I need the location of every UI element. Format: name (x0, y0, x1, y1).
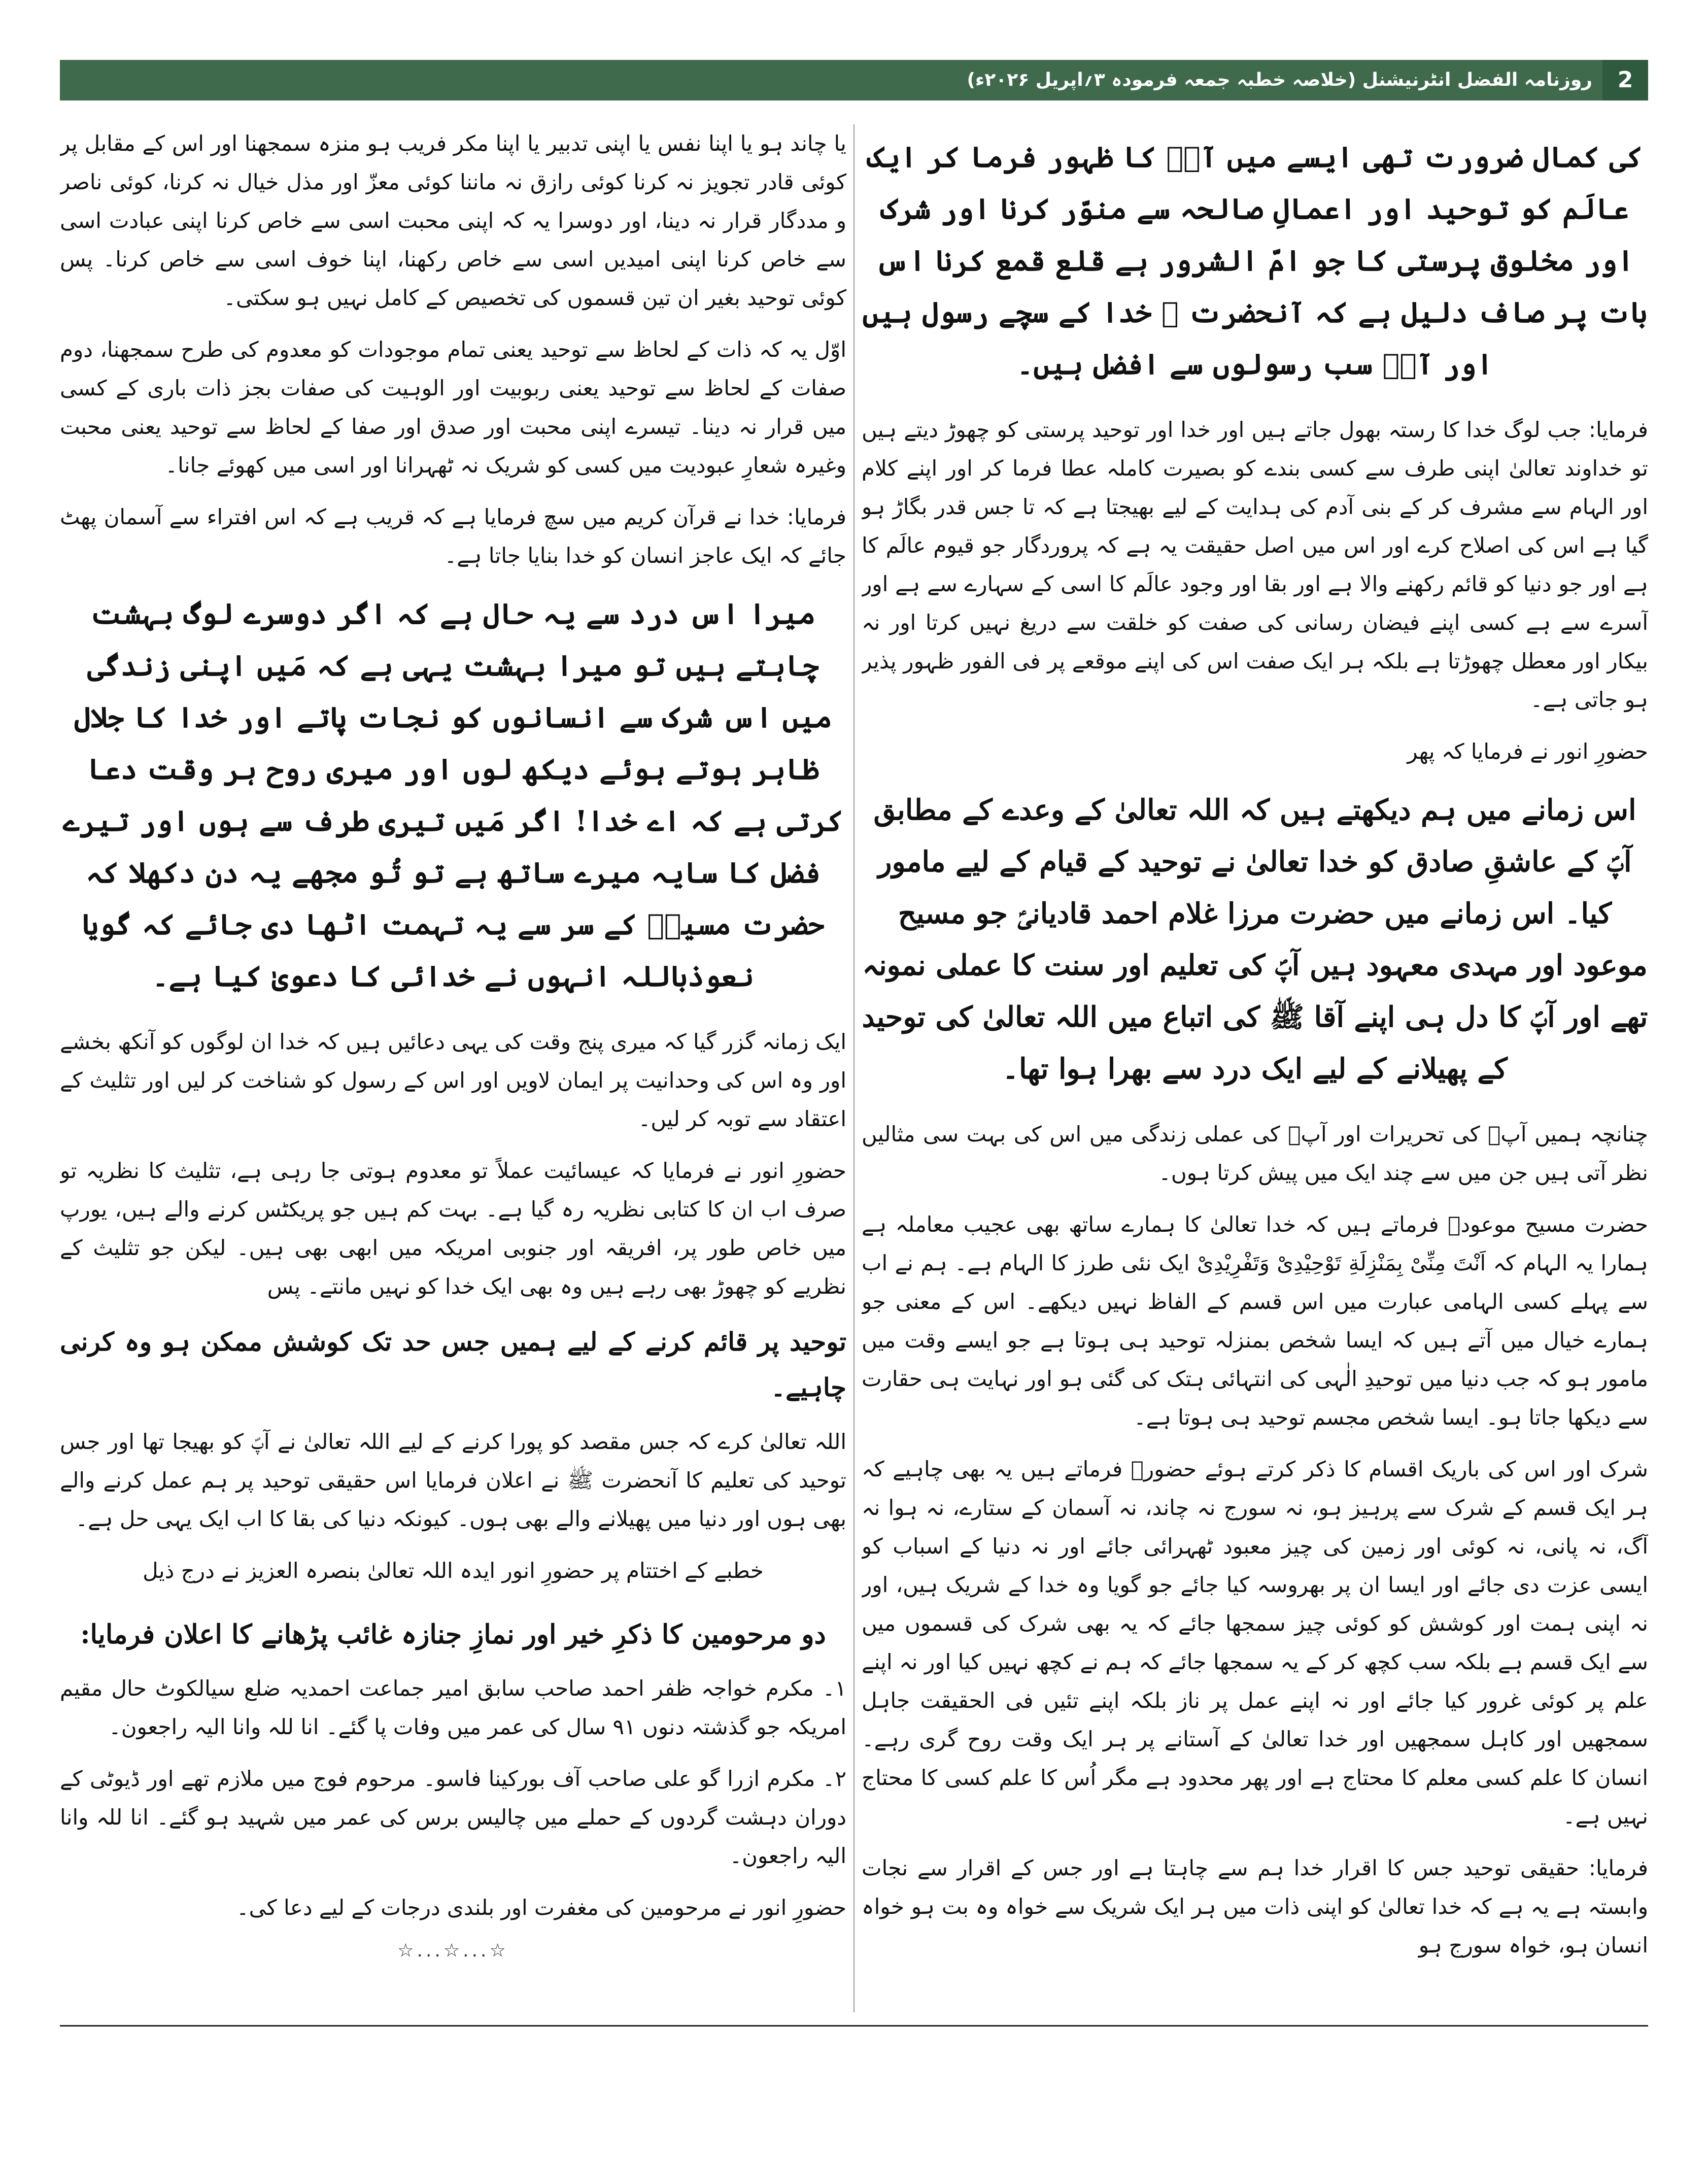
list-item: ۲۔ مکرم ازرا گو علی صاحب آف بورکینا فاسو۔ مرحوم فوج میں ملازم تھے اور ڈیوٹی کے دوران دہشت گردوں کے حملے میں چالیس برس کی عمر میں شہید ہو گئے۔ انا للہ وانا الیہ راجعون۔ (60, 1766, 846, 1868)
end-mark: ☆...☆...☆ (397, 1940, 509, 1961)
column-divider (853, 124, 855, 2012)
paragraph: ایک زمانہ گزر گیا کہ میری پنج وقت کی یہی دعائیں ہیں کہ خدا ان لوگوں کو آنکھ بخشے اور وہ اس کی وحدانیت پر ایمان لاویں اور اس کے رسول کو شناخت کر لیں اور تثلیث کے اعتقاد سے توبہ کر لیں۔ (60, 1029, 846, 1131)
paragraph: شرک اور اس کی باریک اقسام کا ذکر کرتے ہوئے حضورؑ فرماتے ہیں یہ بھی چاہیے کہ ہر ایک قسم کے شرک سے پرہیز ہو، نہ سورج نہ چاند، نہ آسمان کے ستارے، نہ ہوا نہ آگ، نہ پانی، نہ کوئی اور زمین کی چیز معبود ٹھہرائی جائے اور نہ دنیا کے اسباب کو ایسی عزت دی جائے اور ایسا ان پر بھروسہ کیا جائے جو گویا وہ خدا کے شریک ہیں، اور نہ اپنی ہمت اور کوشش کو کوئی چیز سمجھا جائے کہ یہ بھی شرک کی قسموں میں سے ایک قسم ہے بلکہ سب کچھ کر کے یہ سمجھا جائے کہ ہم نے کچھ نہیں کیا اور نہ اپنے علم پر کوئی غرور کیا جائے اور نہ اپنے عمل پر ناز بلکہ اپنے تئیں فی الحقیقت جاہل سمجھیں اور کاہل سمجھیں اور خدا تعالیٰ کے آستانے پر ہر ایک وقت روح گری رہے۔ انسان کا علم کسی معلم کا محتاج ہے اور پھر محدود ہے مگر اُس کا علم کسی کا محتاج نہیں ہے۔ (862, 1457, 1648, 1829)
paragraph: یا چاند ہو یا اپنا نفس یا اپنی تدبیر یا اپنا مکر فریب ہو منزہ سمجھنا اور اس کے مقابل پر کوئی قادر تجویز نہ کرنا کوئی رازق نہ ماننا کوئی معزّ اور مذل خیال نہ کرنا، کوئی ناصر و مددگار قرار نہ دینا، اور دوسرا یہ کہ اپنی محبت اسی سے خاص کرنا اپنی عبادت اسی سے خاص کرنا اپنی امیدیں اسی سے خاص رکھنا، اپنا خوف اسی سے خاص کرنا۔ پس کوئی توحید بغیر ان تین قسموں کی تخصیص کے کامل نہیں ہو سکتی۔ (60, 131, 846, 310)
paragraph: فرمایا: حقیقی توحید جس کا اقرار خدا ہم سے چاہتا ہے اور جس کے اقرار سے نجات وابستہ ہے یہ ہے کہ خدا تعالیٰ کو اپنی ذات میں ہر ایک شریک سے خواہ وہ بت ہو خواہ انسان ہو، خواہ سورج ہو (862, 1856, 1648, 1958)
page-number: 2 (1602, 60, 1648, 100)
paragraph: فرمایا: خدا نے قرآن کریم میں سچ فرمایا ہے کہ قریب ہے کہ اس افتراء سے آسمان پھٹ جائے کہ ایک عاجز انسان کو خدا بنایا جاتا ہے۔ (60, 504, 846, 568)
list-item: ۱۔ مکرم خواجہ ظفر احمد صاحب سابق امیر جماعت احمدیہ ضلع سیالکوٹ حال مقیم امریکہ جو گذشتہ دنوں ۹۱ سال کی عمر میں وفات پا گئے۔ انا للہ وانا الیہ راجعون۔ (60, 1676, 846, 1739)
footer-rule (60, 2025, 1648, 2027)
paragraph: چنانچہ ہمیں آپؐ کی تحریرات اور آپؐ کی عملی زندگی میں اس کی بہت سی مثالیں نظر آتی ہیں جن میں سے چند ایک میں پیش کرتا ہوں۔ (862, 1122, 1648, 1185)
bold-line: توحید پر قائم کرنے کے لیے ہمیں جس حد تک کوشش ممکن ہو وہ کرنی چاہیے۔ (60, 1327, 846, 1402)
bold-intro-paragraph: کی کمال ضرورت تھی ایسے میں آپؐ کا ظہور فرما کر ایک عالَم کو توحید اور اعمالِ صالحہ سے منوّر کرنا اور شرک اور مخلوق پرستی کا جو امّ الشرور ہے قلع قمع کرنا اس بات پر صاف دلیل ہے کہ آنحضرت ﷺ خدا کے سچے رسول ہیں اور آپؐ سب رسولوں سے افضل ہیں۔ (862, 141, 1648, 381)
page-header (60, 60, 1648, 100)
paragraph: حضورِ انور نے فرمایا کہ پھر (1407, 739, 1648, 764)
header-title: روزنامہ الفضل انٹرنیشنل (خلاصہ خطبہ جمعہ فرمودہ ۳؍اپریل ۲۰۲۶ء) (967, 70, 1592, 90)
paragraph: حضورِ انور نے فرمایا کہ عیسائیت عملاً تو معدوم ہوتی جا رہی ہے، تثلیث کا نظریہ تو صرف اب ان کا کتابی نظریہ رہ گیا ہے۔ بہت کم ہیں جو پریکٹس کرنے والے ہیں، یورپ میں خاص طور پر، افریقہ اور جنوبی امریکہ میں ابھی بھی ہیں۔ لیکن جو تثلیث کے نظریے کو چھوڑ بھی رہے ہیں وہ بھی ایک خدا کو نہیں مانتے۔ پس (60, 1158, 846, 1299)
paragraph: خطبے کے اختتام پر حضورِ انور ایدہ اللہ تعالیٰ بنصرہ العزیز نے درج ذیل (143, 1558, 764, 1583)
paragraph: فرمایا: جب لوگ خدا کا رستہ بھول جاتے ہیں اور خدا اور توحید پرستی کو چھوڑ دیتے ہیں تو خداوند تعالیٰ اپنی طرف سے کسی بندے کو بصیرت کاملہ عطا فرما کر اور اپنے کلام اور الہام سے مشرف کر کے بنی آدم کی ہدایت کے لیے بھیجتا ہے کہ تا جس قدر بگاڑ ہو گیا ہے اس کی اصلاح کرے اور اس میں اصل حقیقت یہ ہے کہ پروردگار جو قیوم عالَم کا ہے اور جو دنیا کو قائم رکھنے والا ہے اور بقا اور وجود عالَم کا اسی کے سہارے سے ہے اور آسرے سے ہے کسی اپنے فیضان رسانی کی صفت کو خلقت سے دریغ نہیں کرتا اور نہ بیکار اور معطل چھوڑتا ہے بلکہ ہر ایک صفت اس کی اپنے موقعے پر فی الفور ظہور پذیر ہو جاتی ہے۔ (862, 417, 1648, 712)
section-heading: دو مرحومین کا ذکرِ خیر اور نمازِ جنازہ غائب پڑھانے کا اعلان فرمایا: (80, 1619, 826, 1650)
bold-middle-paragraph: اس زمانے میں ہم دیکھتے ہیں کہ اللہ تعالیٰ کے وعدے کے مطابق آپؐ کے عاشقِ صادق کو خدا تعالیٰ نے توحید کے قیام کے لیے مامور کیا۔ اس زمانے میں حضرت مرزا غلام احمد قادیانیؑ جو مسیح موعود اور مہدی معہود ہیں آپؐ کی تعلیم اور سنت کا عملی نمونہ تھے اور آپؐ کا دل ہی اپنے آقا ﷺ کی اتباع میں اللہ تعالیٰ کی توحید کے پھیلانے کے لیے ایک درد سے بھرا ہوا تھا۔ (862, 793, 1648, 1086)
paragraph: حضرت مسیح موعودؑ فرماتے ہیں کہ خدا تعالیٰ کا ہمارے ساتھ بھی عجیب معاملہ ہے ہمارا یہ الہام کہ اَنْتَ مِنِّیْ بِمَنْزِلَةِ تَوْحِیْدِیْ وَتَفْرِیْدِیْ ایک نئی طرز کا الہام ہے۔ ہم نے اب سے پہلے کسی الہامی عبارت میں اس قسم کے الفاظ نہیں دیکھے۔ اس کے معنی جو ہمارے خیال میں آتے ہیں کہ ایسا شخص بمنزلہ توحید ہی ہوتا ہے جو ایسے وقت میں مامور ہو کہ جب دنیا میں توحیدِ الٰہی کی انتہائی ہتک کی گئی ہو اور نہایت ہی حقارت سے دیکھا جاتا ہو۔ ایسا شخص مجسم توحید ہی ہوتا ہے۔ (862, 1212, 1648, 1430)
bold-quote-paragraph: میرا اس درد سے یہ حال ہے کہ اگر دوسرے لوگ بہشت چاہتے ہیں تو میرا بہشت یہی ہے کہ مَیں اپنی زندگی میں اس شرک سے انسانوں کو نجات پاتے اور خدا کا جلال ظاہر ہوتے ہوئے دیکھ لوں اور میری روح ہر وقت دعا کرتی ہے کہ اے خدا! اگر مَیں تیری طرف سے ہوں اور تیرے فضل کا سایہ میرے ساتھ ہے تو تُو مجھے یہ دن دکھلا کہ حضرت مسیحؑ کے سر سے یہ تہمت اٹھا دی جائے کہ گویا نعوذباللہ انہوں نے خدائی کا دعویٰ کیا ہے۔ (62, 597, 844, 993)
left-column (60, 124, 846, 2017)
right-column (862, 124, 1648, 2017)
paragraph: حضورِ انور نے مرحومین کی مغفرت اور بلندی درجات کے لیے دعا کی۔ (236, 1895, 846, 1920)
paragraph: اوّل یہ کہ ذات کے لحاظ سے توحید یعنی تمام موجودات کو معدوم کی طرح سمجھنا، دوم صفات کے لحاظ سے توحید یعنی ربوبیت اور الوہیت کی صفات بجز ذات باری کے کسی میں قرار نہ دینا۔ تیسرے اپنی محبت اور صدق اور صفا کے لحاظ سے توحید یعنی محبت وغیرہ شعارِ عبودیت میں کسی کو شریک نہ ٹھہرانا اور اسی میں کھوئے جانا۔ (60, 337, 846, 478)
paragraph: اللہ تعالیٰ کرے کہ جس مقصد کو پورا کرنے کے لیے اللہ تعالیٰ نے آپؐ کو بھیجا تھا اور جس توحید کی تعلیم کا آنحضرت ﷺ نے اعلان فرمایا اس حقیقی توحید پر ہم عمل کرنے والے بھی ہوں اور دنیا میں پھیلانے والے بھی ہوں۔ کیونکہ دنیا کی بقا کا اب ایک یہی حل ہے۔ (60, 1429, 846, 1531)
